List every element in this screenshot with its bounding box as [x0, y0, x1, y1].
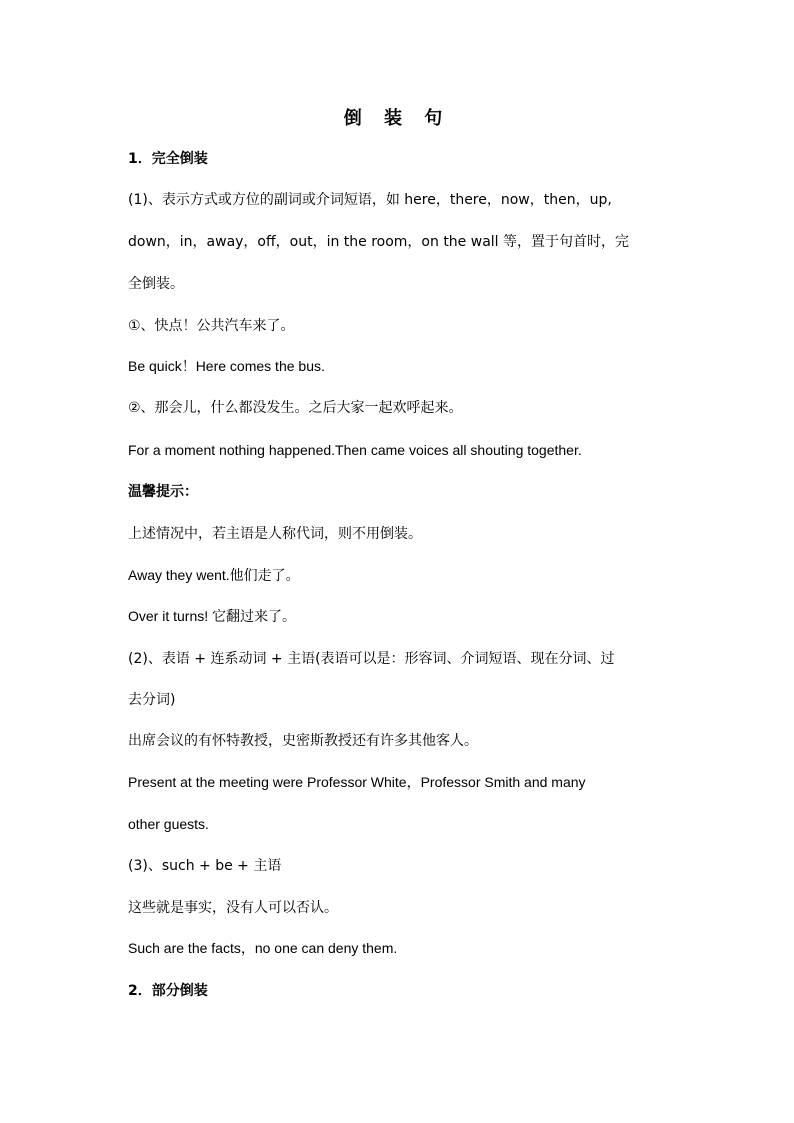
paragraph-line: 上述情况中，若主语是人称代词，则不用倒装。 [128, 526, 422, 542]
paragraph-line: (2)、表语 + 连系动词 + 主语(表语可以是：形容词、介词短语、现在分词、过 [128, 651, 615, 667]
example-english: Be quick！Here comes the bus. [128, 358, 325, 374]
paragraph-line: 全倒装。 [128, 276, 184, 292]
example-chinese: 出席会议的有怀特教授，史密斯教授还有许多其他客人。 [128, 733, 478, 749]
example-chinese: 这些就是事实，没有人可以否认。 [128, 900, 338, 916]
paragraph-line: (3)、such + be + 主语 [128, 858, 282, 874]
example-chinese: ①、快点！公共汽车来了。 [128, 318, 295, 334]
section-heading-partial-inversion: 2．部分倒装 [128, 983, 208, 999]
example-english: For a moment nothing happened.Then came voices all shouting together. [128, 442, 582, 458]
example-english: Such are the facts，no one can deny them. [128, 940, 398, 956]
example-english: Present at the meeting were Professor White，Professor Smith and many [128, 774, 586, 790]
paragraph-line: 去分词) [128, 692, 176, 708]
tip-heading: 温馨提示： [128, 484, 198, 500]
section-heading-full-inversion: 1．完全倒装 [128, 151, 208, 167]
paragraph-line: (1)、表示方式或方位的副词或介词短语，如 here，there，now，then，up, [128, 192, 612, 208]
example-chinese: ②、那会儿，什么都没发生。之后大家一起欢呼起来。 [128, 400, 463, 416]
example-english: Over it turns! 它翻过来了。 [128, 608, 297, 624]
example-english: other guests. [128, 816, 209, 832]
example-english: Away they went.他们走了。 [128, 567, 300, 583]
document-title: 倒 装 句 [343, 108, 451, 129]
paragraph-line: down，in，away，off，out，in the room，on the wall 等，置于句首时，完 [128, 234, 629, 250]
